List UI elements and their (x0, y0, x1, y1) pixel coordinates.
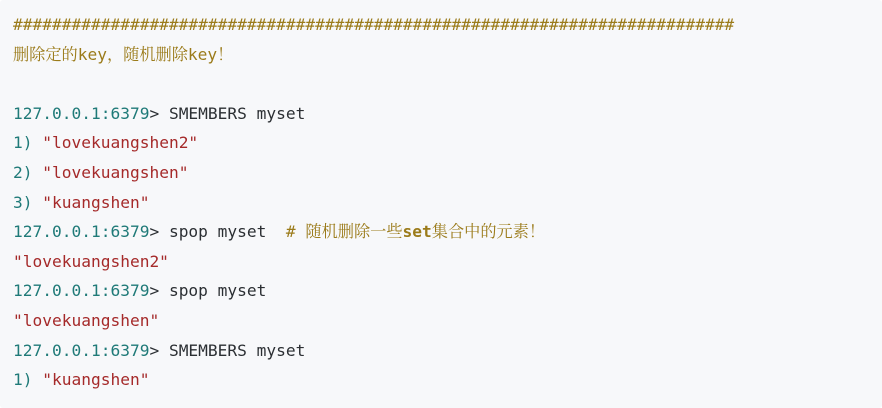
code-token: 127.0.0.1:6379 (13, 103, 150, 123)
code-token: 集合中的元素！ (431, 222, 546, 242)
code-line (13, 365, 882, 395)
code-token: 127.0.0.1:6379 (13, 281, 150, 301)
code-line (13, 99, 882, 129)
code-token (33, 133, 43, 152)
code-line (13, 306, 882, 336)
code-token: 删除定的key，随机删除key！ (13, 44, 234, 64)
code-token: "kuangshen" (42, 192, 150, 212)
code-token: ########################################################################## (13, 15, 735, 34)
code-token: "lovekuangshen2" (13, 251, 169, 271)
code-token: > spop myset (149, 222, 286, 242)
code-token: "lovekuangshen" (42, 162, 189, 182)
code-token: 127.0.0.1:6379 (13, 222, 150, 242)
code-token: 127.0.0.1:6379 (13, 340, 150, 360)
code-token: # 随机删除一些 (285, 222, 403, 242)
code-token: 1) (13, 133, 33, 153)
code-token (33, 193, 43, 212)
code-token: "kuangshen" (42, 370, 150, 390)
code-token (33, 370, 43, 389)
code-token: 2) (13, 162, 33, 182)
code-token: > SMEMBERS myset (149, 103, 306, 123)
code-line (13, 188, 882, 218)
code-token: 1) (13, 370, 33, 390)
code-token: 3) (13, 192, 33, 212)
code-line (13, 276, 882, 306)
code-token: set (402, 222, 432, 242)
code-token (13, 74, 23, 93)
code-line (13, 217, 882, 247)
code-token (33, 163, 43, 182)
code-token: > SMEMBERS myset (149, 340, 306, 360)
code-line (13, 158, 882, 188)
code-line (13, 247, 882, 277)
code-line (13, 69, 882, 99)
code-line (13, 128, 882, 158)
code-token: "lovekuangshen" (13, 310, 160, 330)
code-token: "lovekuangshen2" (42, 133, 199, 153)
code-line (13, 10, 882, 40)
code-line (13, 40, 882, 70)
code-token: > spop myset (149, 281, 267, 301)
code-line (13, 336, 882, 366)
